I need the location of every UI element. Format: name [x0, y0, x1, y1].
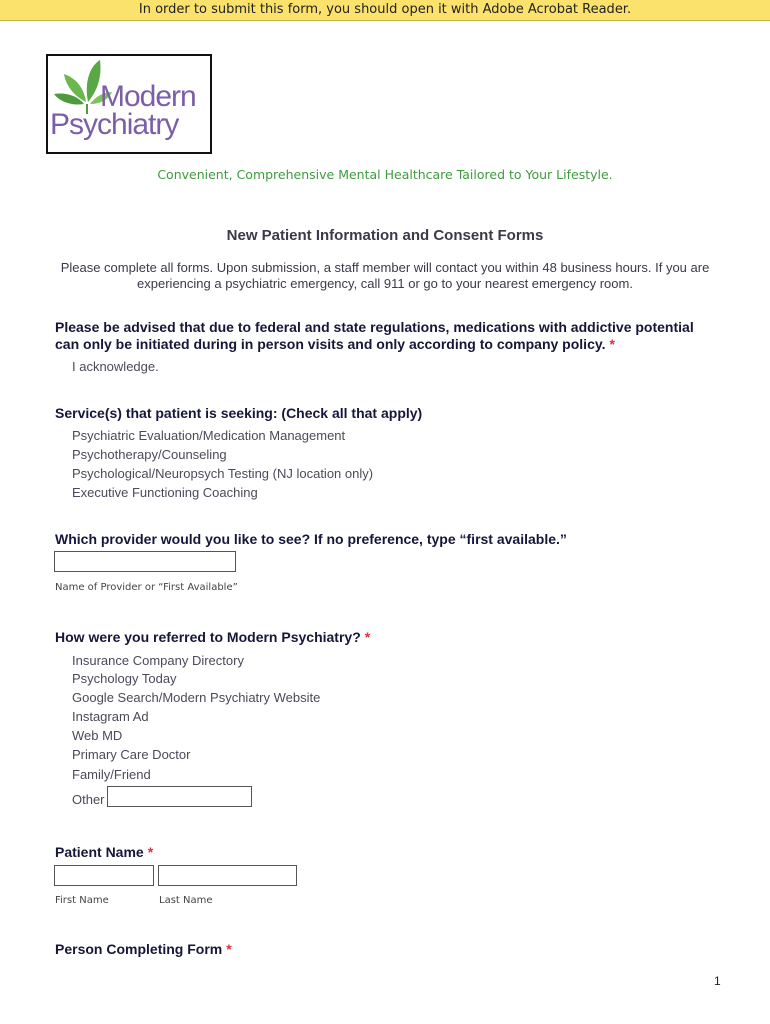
referral-option-family[interactable]: Family/Friend — [72, 767, 151, 782]
required-asterisk: * — [364, 629, 371, 645]
service-option-coaching[interactable]: Executive Functioning Coaching — [72, 485, 258, 500]
referral-option-insurance[interactable]: Insurance Company Directory — [72, 653, 244, 668]
form-title: New Patient Information and Consent Forms — [226, 227, 544, 244]
last-name-sublabel: Last Name — [159, 895, 213, 906]
referral-option-google[interactable]: Google Search/Modern Psychiatry Website — [72, 690, 321, 705]
service-option-psychotherapy[interactable]: Psychotherapy/Counseling — [72, 447, 227, 462]
referral-option-psychology-today[interactable]: Psychology Today — [72, 671, 177, 686]
patient-name-question — [55, 844, 153, 861]
modern-psychiatry-logo — [46, 54, 212, 154]
provider-question: Which provider would you like to see? If no preference, type “first available.” — [55, 531, 567, 547]
service-option-testing[interactable]: Psychological/Neuropsych Testing (NJ location only) — [72, 466, 374, 481]
advisory-question — [55, 319, 715, 353]
referral-option-instagram[interactable]: Instagram Ad — [72, 709, 149, 724]
referral-option-other[interactable]: Other — [72, 792, 105, 807]
tagline: Convenient, Comprehensive Mental Healthcare Tailored to Your Lifestyle. — [157, 167, 613, 182]
referral-question — [55, 629, 370, 646]
svg-text:Modern: Modern — [100, 80, 196, 113]
first-name-sublabel: First Name — [55, 895, 109, 906]
referral-option-primary-care[interactable]: Primary Care Doctor — [72, 747, 191, 762]
page-number: 1 — [714, 974, 721, 988]
acrobat-notice-banner: In order to submit this form, you should open it with Adobe Acrobat Reader. — [0, 0, 770, 21]
service-option-evaluation[interactable]: Psychiatric Evaluation/Medication Management — [72, 428, 346, 443]
required-asterisk: * — [226, 941, 232, 957]
last-name-input[interactable] — [158, 865, 297, 886]
svg-text:Psychiatry: Psychiatry — [50, 108, 179, 141]
referral-other-input[interactable] — [107, 786, 252, 807]
first-name-input[interactable] — [54, 865, 154, 886]
patient-name-label: Patient Name — [55, 844, 144, 860]
provider-name-input[interactable] — [54, 551, 236, 572]
leaf-logo-icon — [48, 56, 210, 152]
acknowledge-checkbox-option[interactable]: I acknowledge. — [72, 359, 159, 374]
intro-text: Please complete all forms. Upon submission, a staff member will contact you within 48 business hours. If you are experiencing a psychiatric emergency, call 911 or go to your nearest emergency room. — [60, 260, 710, 291]
required-asterisk: * — [147, 844, 154, 860]
referral-question-text: How were you referred to Modern Psychiatry? — [55, 629, 361, 645]
person-completing-question — [55, 941, 232, 958]
person-completing-label: Person Completing Form — [55, 941, 223, 957]
provider-sublabel: Name of Provider or “First Available” — [55, 582, 238, 593]
required-asterisk: * — [609, 336, 615, 352]
services-question: Service(s) that patient is seeking: (Check all that apply) — [55, 405, 423, 421]
advisory-question-text: Please be advised that due to federal and state regulations, medications with addictive potential can only be initiated during in person visits and only according to company policy. — [55, 319, 694, 352]
referral-option-webmd[interactable]: Web MD — [72, 728, 123, 743]
